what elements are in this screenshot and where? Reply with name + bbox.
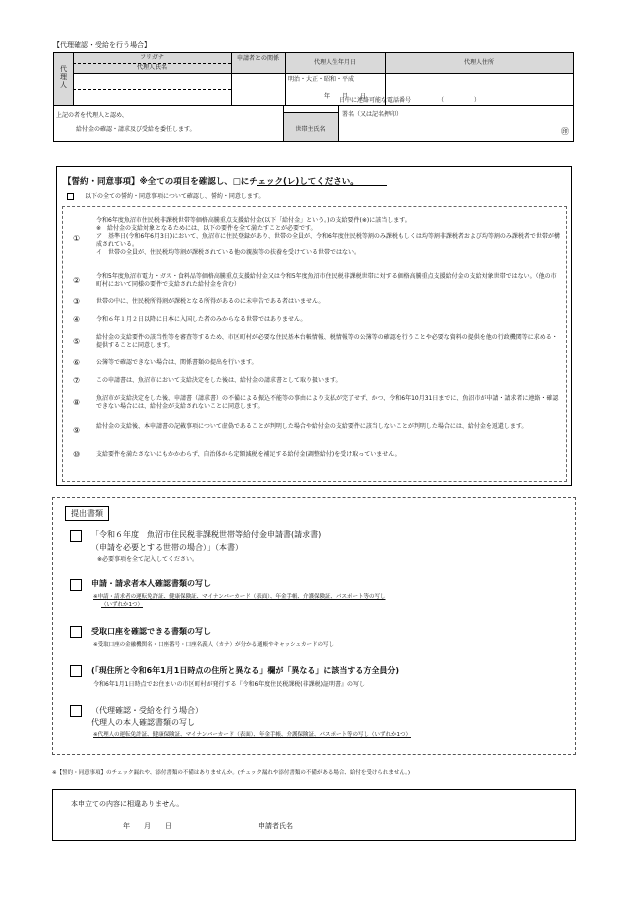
phone-label: 日中に連絡可能な電話番号 （ ） [339,97,481,104]
birthdate-ymd: 年 月 日 [324,93,367,100]
proxy-side-label: 代理人 [60,65,67,90]
delegate-line2: 給付金の確認・請求及び受給を委任します。 [76,126,196,133]
doc3-note: ※受取口座の金融機関名・口座番号・口座名義人（カナ）が分かる通帳やキャッシュカードの写し [93,642,335,648]
signature-label: 署名（又は記名押印） [342,111,403,118]
doc1-title: 「令和６年度 魚沼市住民税非課税世帯等給付金申請書(請求書) [91,530,322,539]
doc1-checkbox[interactable] [70,530,82,542]
documents-section [52,497,576,755]
doc3-checkbox[interactable] [70,626,82,638]
footer-note: ※【誓約・同意事項】のチェック漏れや、添付書類の不備はありませんか。(チェック漏れや添付書類の不備がある場合、給付を受けられません。) [52,770,411,776]
proxy-heading: 【代理確認・受給を行う場合】 [53,41,151,49]
declaration-statement: 本申立ての内容に相違ありません。 [71,800,184,808]
doc4-note: 令和6年1月1日時点でお住まいの市区町村が発行する『令和6年度住民税課税(非課税)証明書』の写し [93,681,365,688]
oath-items: ① 令和6年度魚沼市住民税非課税世帯等価格高騰重点支援給付金(以下「給付金」という。)の支給要件(※)に該当します。 ※ 給付金の支給対象となるためには、以下の要件を全て満たすことが必要です。 ア 基準日(令和6年6月3日)において、魚沼市に住民登録があり、世帯の全員が、令和6年度住民税等割のみ課税もしくは均等割非課税者および均等割のみ課税者で世帯が構成されている。 イ 世帯の全員が、住民税均等割が課税されている他の親族等の扶養を受けている世帯ではない。 ② 令和5年度魚沼市電力・ガス・食料品等価格高騰重点支援給付金又は令和5年度魚沼市住民税非課税世帯に対する価格高騰重点支援給付金の支給対象世帯ではない。（他の市町村において同様の要件で支給された給付金を含む） ③ 世帯の中に、住民税所得割が課税となる所得があるのに未申告である者はいません。 ④ 令和６年１月２日以降に日本に入国した者のみからなる世帯ではありません。 ⑤ 給付金の支給要件の該当性等を審査等するため、市区町村が必要な住民基本台帳情報、税情報等の公簿等の確認を行うことや必要な資料の提供を他の行政機関等に求める・提供することに同意します。 ⑥ 公簿等で確認できない場合は、関係書類の提出を行います。 ⑦ この申請書は、魚沼市において支給決定をした後は、給付金の請求書として取り扱います。 ⑧ 魚沼市が支給決定をした後、申請書（請求書）の不備による振込不能等の事由により支払が完了せず、かつ、令和6年10月31日までに、魚沼市が申請・請求者に連絡・確認できない場合には、給付金が支給されないことに同意します。 ⑨ 給付金の支給後、本申請書の記載事項について虚偽であることが判明した場合や給付金の支給要件に該当しないことが判明した場合には、給付金を返還します。 ⑩ 支給要件を満たさないにもかかわらず、自治体から定額減税を補足する給付金(調整給付)を受け取っていません。 [62,206,567,482]
declaration-date: 年 月 日 [123,822,172,830]
doc1-note: ※必要事項を全て記入してください。 [97,556,199,563]
doc2-checkbox[interactable] [70,579,82,591]
doc4-title: (「現住所と令和6年1月1日時点の住所と異なる」欄が「異なる」に該当する方全員分) [91,666,400,675]
relation-label: 申請者との関係 [236,55,279,62]
documents-tag: 提出書類 [65,506,109,521]
delegate-line1: 上記の者を代理人と認め、 [56,112,128,119]
declaration-box [52,789,576,841]
doc4-checkbox[interactable] [70,665,82,677]
oath-section [56,166,572,486]
applicant-name-label: 申請者氏名 [258,822,293,830]
proxy-table [53,52,574,142]
agree-line: 以下の全ての誓約・同意事項について確認し、誓約・同意します。 [85,193,265,200]
doc2-note: ※申請・請求者の運転免許証、健康保険証、マイナンバーカード（表面）、年金手帳、介護保険証、パスポート等の写し [93,594,386,600]
doc5-subtitle: 代理人の本人確認書類の写し [91,718,195,727]
doc5-title: （代理確認・受給を行う場合） [91,706,203,715]
oath-title: 【誓約・同意事項】※全ての項目を確認し、□にチェック(レ)してください。 [63,177,359,187]
birthdate-label: 代理人生年月日 [313,59,356,66]
doc5-note: ※代理人の運転免許証、健康保険証、マイナンバーカード（表面）、年金手帳、介護保険証、パスポート等の写し（いずれか1つ） [93,732,411,738]
doc1-subtitle: （申請を必要とする世帯の場合）」（本書） [91,543,243,552]
agree-checkbox[interactable] [67,193,74,200]
household-head-label: 世帯主氏名 [295,126,326,133]
furigana-label: フリガナ [140,54,164,61]
doc2-title: 申請・請求者本人確認書類の写し [91,579,211,588]
doc5-checkbox[interactable] [70,705,82,717]
doc3-title: 受取口座を確認できる書類の写し [91,627,211,636]
proxy-name-label: 代理人氏名 [136,64,167,71]
doc2-note2: （いずれか1つ） [101,602,143,608]
address-label: 代理人住所 [463,59,494,66]
seal-icon: ㊞ [561,127,569,136]
era-options: 明治・大正・昭和・平成 [288,76,355,83]
